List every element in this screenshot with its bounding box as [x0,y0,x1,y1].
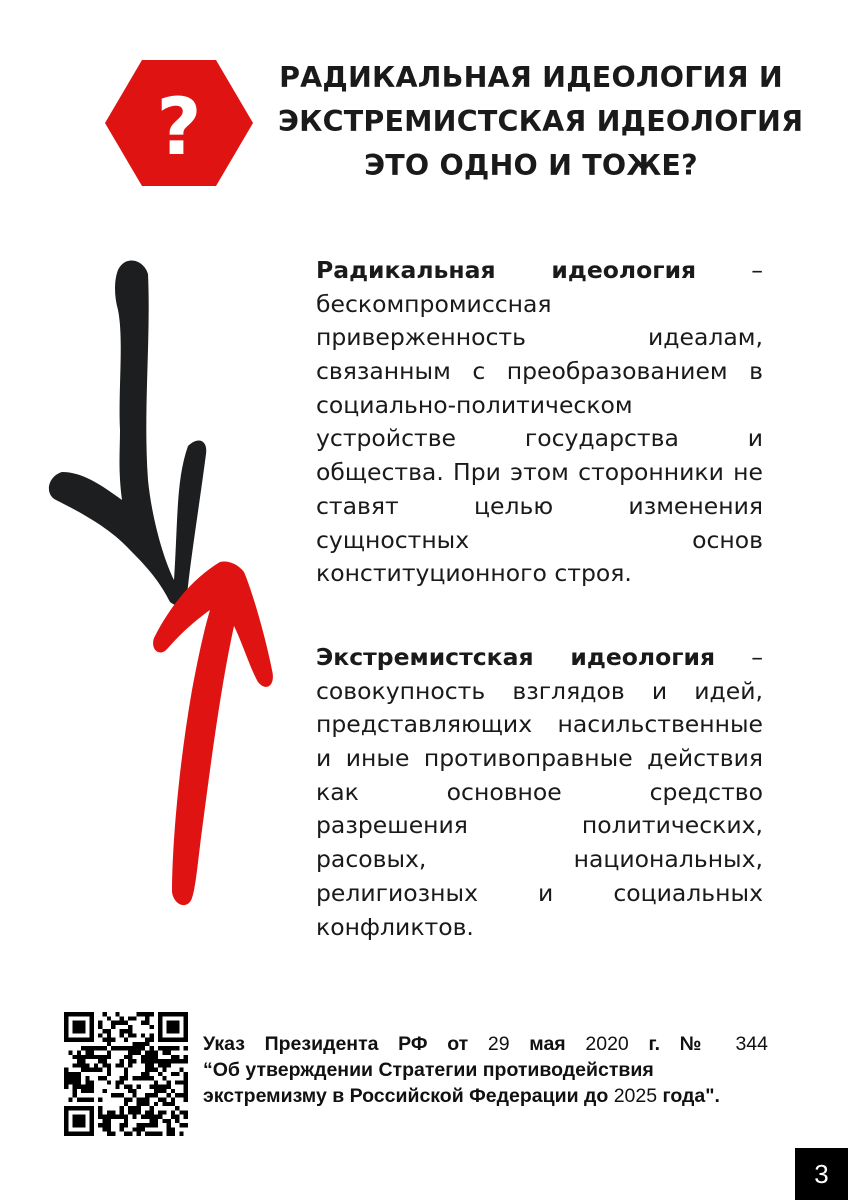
definition-line: религиозных и социальных [316,878,763,907]
svg-text:?: ? [156,83,202,173]
decree-line [203,1083,768,1109]
definition-term: Радикальная идеология [316,256,697,284]
definition-line: представляющих насильственные [316,710,763,739]
definition-line: связанным с преобразованием в [316,357,763,386]
question-hexagon-icon [104,58,254,188]
definition-line: ставят целью изменения [316,491,763,520]
definition-line: общества. При этом сторонники не [316,458,763,487]
definition-line: приверженность идеалам, [316,323,763,352]
decree-text: г. № [628,1033,736,1055]
decree-text: экстремизму в Российской Федерации до [203,1085,614,1107]
definition-radical [316,254,763,591]
definition-line: и иные противоправные действия [316,744,763,773]
title-line: РАДИКАЛЬНАЯ ИДЕОЛОГИЯ И [279,61,783,94]
definition-line: конфликтов. [316,912,474,941]
decree-year: 2020 [585,1033,629,1055]
page-title [278,56,804,188]
decree-line [203,1057,768,1083]
definition-term-line [316,641,763,675]
decree-text: “Об утверждении Стратегии противодействия [203,1059,654,1081]
decree-line [203,1031,768,1057]
definition-dash: – [715,643,763,671]
page-number: 3 [795,1148,848,1200]
decree-number: 344 [735,1033,768,1055]
down-arrow-icon [49,260,206,605]
definition-line: разрешения политических, [316,811,763,840]
qr-code[interactable] [64,1012,188,1136]
definition-term: Экстремистская идеология [316,643,716,671]
opposing-arrows-illustration [40,250,290,910]
definition-line: социально-политическом [316,390,633,419]
decree-year: 2025 [613,1085,658,1107]
decree-day: 29 [487,1033,510,1055]
decree-text: Указ Президента РФ от [203,1033,488,1055]
title-line: ЭТО ОДНО И ТОЖЕ? [364,149,698,182]
definition-line: конституционного строя. [316,559,632,588]
definition-line: устройстве государства и [316,424,763,453]
decree-reference [203,1031,768,1109]
definition-dash: – [696,256,763,284]
decree-text: года". [657,1085,720,1107]
definition-term-line [316,254,763,288]
decree-text: мая [509,1033,586,1055]
definition-line: бескомпромиссная [316,289,552,318]
up-arrow-icon [153,561,273,905]
definition-extremist [316,641,763,944]
definition-line: сущностных основ [316,525,763,554]
definition-line: расовых, национальных, [316,845,763,874]
title-line: ЭКСТРЕМИСТСКАЯ ИДЕОЛОГИЯ [278,105,804,138]
definition-line: как основное средство [316,777,763,806]
definition-line: совокупность взглядов и идей, [316,676,763,705]
